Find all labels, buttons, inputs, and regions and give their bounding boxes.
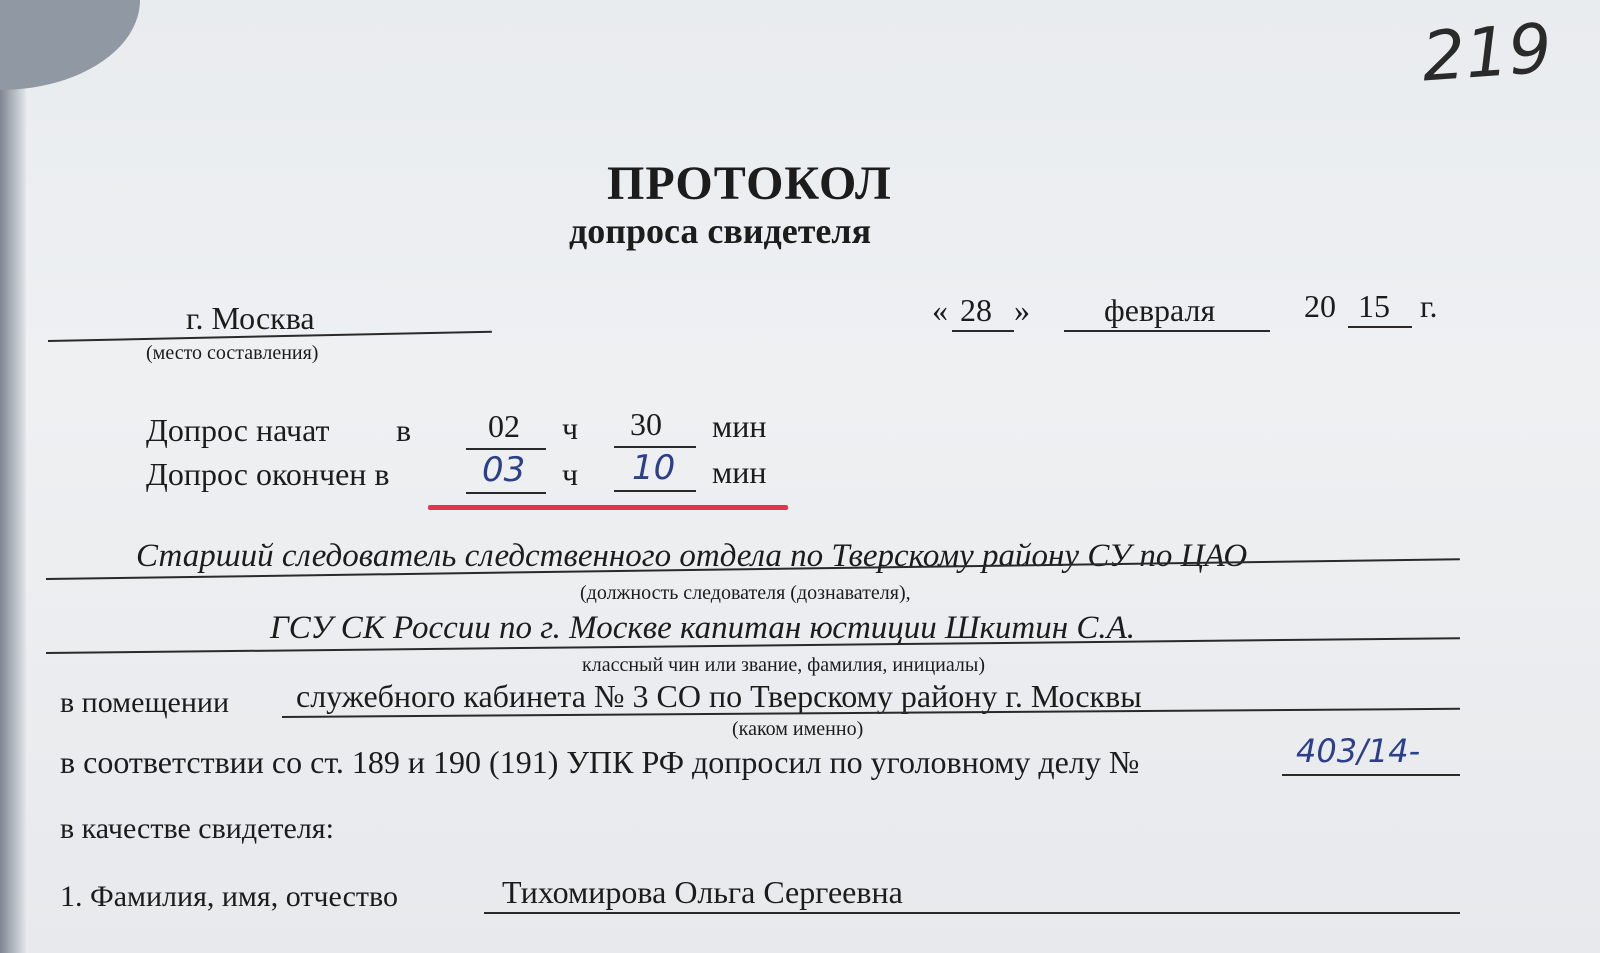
ended-minutes: 10 [632, 448, 676, 488]
investigator-line-1: Старший следователь следственного отдела по Тверскому району СУ по ЦАО [136, 538, 1248, 574]
highlight-underline [428, 505, 788, 510]
date-year-underline [1348, 326, 1412, 328]
witness-label: 1. Фамилия, имя, отчество [60, 880, 398, 913]
room-value: служебного кабинета № 3 СО по Тверскому району г. Москвы [296, 678, 1142, 714]
ended-minutes-underline [614, 490, 696, 492]
date-year-unit: г. [1420, 288, 1438, 324]
ended-label: Допрос окончен в [146, 456, 390, 492]
investigator-caption-1: (должность следователя (дознавателя), [580, 582, 911, 604]
date-year-suffix: 15 [1358, 288, 1390, 324]
date-year-prefix: 20 [1304, 288, 1336, 324]
room-caption: (каком именно) [732, 718, 864, 740]
room-label: в помещении [60, 686, 230, 719]
date-day-underline [952, 330, 1014, 332]
ended-hours: 03 [482, 450, 526, 490]
started-hours: 02 [488, 408, 520, 444]
date-open-quote: « [932, 292, 948, 328]
started-hours-unit: ч [562, 410, 579, 446]
case-number-underline [1282, 774, 1460, 776]
ended-minutes-unit: мин [712, 454, 767, 490]
started-at: в [396, 412, 412, 448]
page-number: 219 [1419, 9, 1555, 98]
witness-underline [484, 912, 1460, 914]
started-minutes: 30 [630, 406, 662, 442]
case-number: 403/14- [1296, 732, 1421, 770]
date-month: февраля [1104, 292, 1216, 328]
investigator-caption-2: классный чин или звание, фамилия, инициалы) [582, 654, 985, 676]
started-minutes-unit: мин [712, 408, 767, 444]
ended-hours-underline [466, 492, 546, 494]
case-text: в соответствии со ст. 189 и 190 (191) УПК РФ допросил по уголовному делу № [60, 744, 1140, 780]
place-value: г. Москва [186, 300, 315, 336]
started-label: Допрос начат [146, 412, 330, 448]
ended-hours-unit: ч [562, 456, 579, 492]
witness-name: Тихомирова Ольга Сергеевна [502, 874, 903, 910]
page-binding [0, 0, 26, 953]
investigator-line-2: ГСУ СК России по г. Москве капитан юстиции Шкитин С.А. [270, 610, 1136, 646]
document-title: ПРОТОКОЛ [607, 157, 892, 210]
place-caption: (место составления) [146, 342, 319, 364]
date-day: 28 [960, 292, 992, 328]
page-corner [0, 0, 140, 90]
date-close-quote: » [1014, 292, 1030, 328]
document-subtitle: допроса свидетеля [569, 211, 872, 251]
date-month-underline [1064, 330, 1270, 332]
role-text: в качестве свидетеля: [60, 812, 334, 845]
